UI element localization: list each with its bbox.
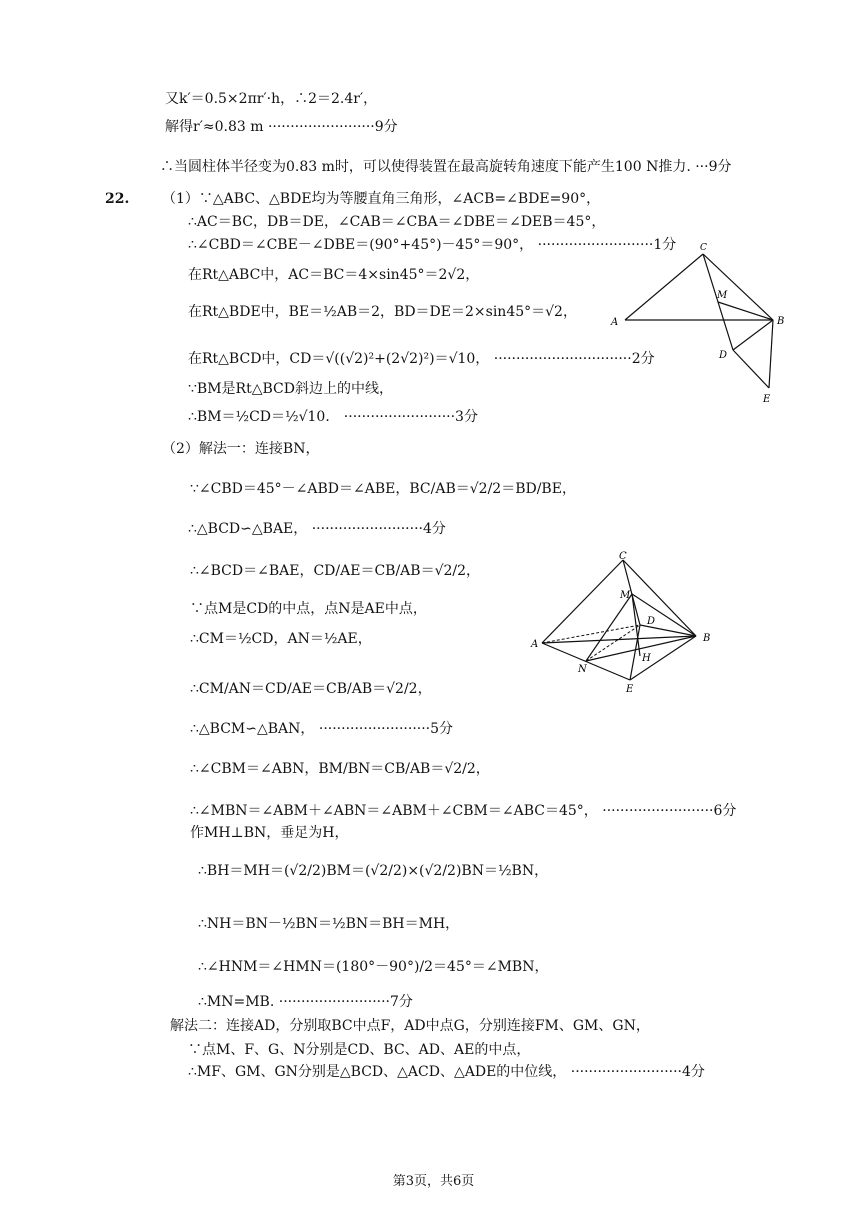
- text-line: 作MH⊥BN，垂足为H，: [190, 825, 349, 841]
- text-line: ∴AC＝BC，DB＝DE，∠CAB＝∠CBA＝∠DBE＝∠DEB＝45°，: [188, 214, 606, 230]
- vertex-label-e: E: [626, 684, 634, 695]
- text-line: 在Rt△BCD中，CD＝√((√2)²+(2√2)²)＝√10， ·······························2分: [188, 351, 655, 367]
- vertex-label-c: C: [619, 551, 627, 562]
- vertex-label-b: B: [777, 316, 785, 327]
- text-line: （1）∵△ABC、△BDE均为等腰直角三角形，∠ACB=∠BDE=90°，: [162, 191, 601, 207]
- text-line: ∵BM是Rt△BCD斜边上的中线，: [188, 381, 393, 397]
- text-line: ∴∠CBM＝∠ABN，BM/BN＝CB/AB＝√2/2，: [190, 761, 490, 777]
- text-line: 解法二：连接AD，分别取BC中点F，AD中点G，分别连接FM、GM、GN，: [170, 1018, 650, 1034]
- text-line: ∵点M、F、G、N分别是CD、BC、AD、AE的中点，: [188, 1042, 531, 1058]
- text-line: ∴∠HNM＝∠HMN＝(180°－90°)/2＝45°＝∠MBN，: [198, 959, 549, 975]
- vertex-label-e: E: [763, 394, 771, 405]
- text-line: ∴当圆柱体半径变为0.83 m时，可以使得装置在最高旋转角速度下能产生100 N推力. ···9分: [160, 159, 732, 175]
- vertex-label-a: A: [531, 639, 539, 650]
- text-line: ∴∠CBD＝∠CBE－∠DBE＝(90°+45°)－45°＝90°， ··························1分: [188, 237, 677, 253]
- vertex-label-h: H: [642, 653, 651, 664]
- vertex-label-b: B: [703, 633, 711, 644]
- vertex-label-a: A: [611, 317, 619, 328]
- text-line: ∴MN=MB. ·························7分: [198, 994, 413, 1010]
- vertex-label-d: D: [719, 350, 728, 361]
- text-line: ∴MF、GM、GN分别是△BCD、△ACD、△ADE的中位线， ·························4分: [188, 1064, 705, 1080]
- geometry-figure-2: [528, 548, 718, 698]
- vertex-label-m: M: [620, 590, 631, 601]
- geometry-figure-1: [605, 243, 795, 410]
- vertex-label-n: N: [578, 664, 587, 675]
- page-footer: 第3页，共6页: [392, 1174, 475, 1189]
- text-line: ∴BH＝MH＝(√2/2)BM＝(√2/2)×(√2/2)BN＝½BN，: [198, 863, 549, 879]
- vertex-label-d: D: [647, 616, 656, 627]
- vertex-label-c: C: [700, 243, 707, 253]
- text-line: ∵点M是CD的中点，点N是AE中点，: [190, 601, 427, 617]
- text-line: ∵∠CBD＝45°－∠ABD＝∠ABE，BC/AB＝√2/2＝BD/BE，: [190, 481, 576, 497]
- text-line: ∴△BCM∽△BAN， ·························5分: [190, 721, 454, 737]
- text-line: （2）解法一：连接BN，: [162, 441, 320, 457]
- text-line: 解得r′≈0.83 m ························9分: [165, 119, 398, 135]
- text-line: 在Rt△BDE中，BE＝½AB＝2，BD＝DE＝2×sin45°＝√2，: [188, 304, 577, 320]
- vertex-label-m: M: [717, 290, 728, 301]
- text-line: ∴CM/AN＝CD/AE＝CB/AB＝√2/2，: [190, 681, 432, 697]
- text-line: 又k′＝0.5×2πr′·h，∴2＝2.4r′，: [165, 91, 378, 107]
- question-number: 22.: [105, 191, 130, 207]
- text-line: ∴∠MBN＝∠ABM＋∠ABN＝∠ABM＋∠CBM＝∠ABC＝45°， ·························6分: [190, 803, 737, 819]
- text-line: ∴△BCD∽△BAE， ·························4分: [188, 521, 446, 537]
- text-line: ∴BM＝½CD＝½√10． ·························3分: [188, 409, 478, 425]
- text-line: ∴∠BCD＝∠BAE，CD/AE＝CB/AB＝√2/2，: [190, 563, 481, 579]
- text-line: 在Rt△ABC中，AC＝BC＝4×sin45°＝2√2，: [188, 267, 480, 283]
- text-line: ∴CM＝½CD，AN＝½AE，: [190, 631, 372, 647]
- text-line: ∴NH＝BN－½BN＝½BN＝BH＝MH，: [198, 916, 460, 932]
